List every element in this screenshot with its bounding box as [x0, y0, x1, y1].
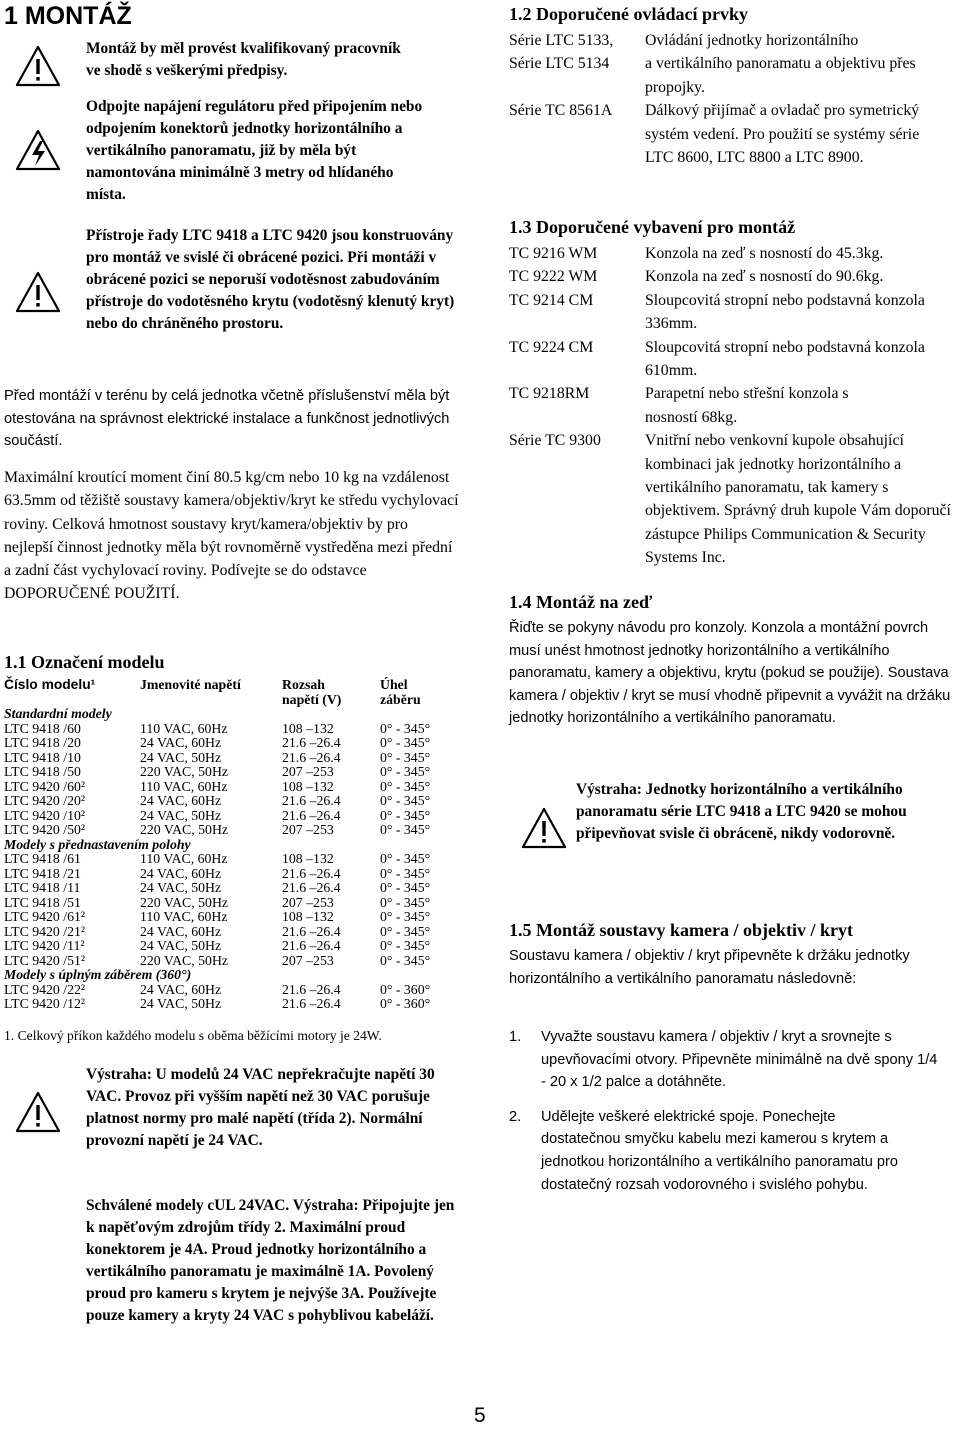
cell-model: LTC 9418 /11 [4, 880, 81, 895]
step-number: 1. [509, 1029, 522, 1045]
cell-model: LTC 9420 /60² [4, 778, 86, 794]
item-description: Sloupcovitá stropní nebo podstavná konzola 610mm. [645, 338, 925, 380]
cell-rated-voltage: 24 VAC, 60Hz [140, 793, 222, 808]
table-row [4, 881, 440, 896]
table-row [4, 925, 440, 940]
table-row [4, 765, 440, 780]
cell-rated-voltage: 24 VAC, 60Hz [140, 865, 222, 881]
cell-voltage-range: 108 –132 [282, 851, 334, 866]
cell-model: LTC 9418 /21 [4, 865, 81, 881]
cell-rated-voltage: 110 VAC, 60Hz [140, 851, 228, 866]
cell-rated-voltage: 220 VAC, 50Hz [140, 894, 229, 910]
cell-voltage-range: 207 –253 [282, 952, 334, 968]
cell-pan-angle: 0° - 345° [380, 807, 431, 823]
cell-rated-voltage: 110 VAC, 60Hz [140, 909, 228, 924]
cell-pan-angle: 0° - 345° [380, 909, 431, 924]
cell-voltage-range: 21.6 –26.4 [282, 996, 341, 1011]
list-item [509, 99, 959, 169]
cell-model: LTC 9418 /10 [4, 749, 81, 765]
item-description: Sloupcovitá stropní nebo podstavná konzola 336mm. [645, 291, 925, 333]
table-row [4, 867, 440, 882]
table-row [4, 852, 440, 867]
cell-rated-voltage: 24 VAC, 50Hz [140, 880, 222, 895]
cell-pan-angle: 0° - 345° [380, 822, 431, 837]
cell-rated-voltage: 24 VAC, 50Hz [140, 807, 222, 823]
section-1-1-title: 1.1 Označení modelu [4, 652, 165, 672]
item-description: Konzola na zeď s nosností do 45.3kg. [645, 245, 884, 262]
cell-voltage-range: 108 –132 [282, 720, 334, 736]
warning-disconnect-power: Odpojte napájení regulátoru před připojením nebo odpojením konektorů jednotky horizontálního a vertikálního panoramatu, již by měla být namontována minimálně 3 metry od hlídaného místa. [86, 98, 423, 203]
table-row [4, 939, 440, 954]
step-text: Udělejte veškeré elektrické spoje. Ponechejte dostatečnou smyčku kabelu mezi kamerou s krytem a jednotkou horizontálního a vertikálního panoramatu pro dostatečný rozsah vodorovného i svislého pohybu. [541, 1108, 898, 1193]
warning-qualified-installer: Montáž by měl provést kvalifikovaný pracovník ve shodě s veškerými předpisy. [86, 40, 401, 79]
recommended-mounting-list [509, 242, 960, 570]
table-row [4, 809, 440, 824]
group-label: Modely s úplným záběrem (360°) [4, 967, 192, 982]
cell-voltage-range: 207 –253 [282, 894, 334, 910]
item-description: Konzola na zeď s nosností do 90.6kg. [645, 268, 884, 286]
cell-rated-voltage: 110 VAC, 60Hz [140, 778, 228, 794]
cell-pan-angle: 0° - 345° [380, 778, 431, 794]
cell-pan-angle: 0° - 345° [380, 894, 431, 910]
list-item [509, 52, 959, 99]
model-table [4, 678, 440, 1012]
paragraph-torque: Maximální kroutící moment činí 80.5 kg/cm nebo 10 kg na vzdálenost 63.5mm od těžiště soustavy kamera/objektiv/kryt ke středu vychylovací roviny. Celková hmotnost soustavy kryt/kamera/objektiv by pro nejlepší činnost jednotky měla být rovnoměrně vystředěna mezi přední a zadní část vychylovací roviny. Podívejte se do odstavce DOPORUČENÉ POUŽITÍ. [4, 469, 459, 603]
item-code: Série LTC 5134 [509, 55, 610, 73]
section-1-5-title: 1.5 Montáž soustavy kamera / objektiv / kryt [509, 920, 853, 940]
item-description: Parapetní nebo střešní konzola s nosností 68kg. [645, 385, 849, 426]
cell-model: LTC 9418 /51 [4, 894, 81, 910]
cell-model: LTC 9418 /20 [4, 735, 81, 750]
cell-pan-angle: 0° - 360° [380, 996, 431, 1011]
table-row [4, 896, 440, 911]
cell-model: LTC 9420 /12² [4, 996, 86, 1011]
cell-rated-voltage: 24 VAC, 50Hz [140, 938, 222, 953]
cell-model: LTC 9418 /50 [4, 764, 81, 779]
item-code: Série TC 9300 [509, 432, 601, 450]
cell-pan-angle: 0° - 360° [380, 981, 431, 997]
table-row [4, 910, 440, 925]
warning-triangle-icon [520, 806, 568, 850]
cell-rated-voltage: 24 VAC, 60Hz [140, 735, 222, 750]
col-header-angle: Úhel záběru [380, 677, 421, 707]
group-label: Standardní modely [4, 706, 112, 721]
step-text: Vyvažte soustavu kamera / objektiv / kryt a srovnejte s upevňovacími otvory. Připevněte minimálně na dvě spony 1/4 - 20 x 1/2 palce a dotáhněte. [541, 1029, 938, 1091]
table-row [4, 794, 440, 809]
paragraph-field-test: Před montáží v terénu by celá jednotka včetně příslušenství měla být otestována na správnost elektrické instalace a funkčnost jednotlivých součástí. [4, 388, 450, 450]
table-row [4, 736, 440, 751]
list-item [509, 1026, 959, 1094]
cell-model: LTC 9420 /51² [4, 952, 86, 968]
recommended-controls-list [509, 29, 959, 169]
warning-24vac: Výstraha: U modelů 24 VAC nepřekračujte napětí 30 VAC. Provoz při vyšším napětí než 30 VAC porušuje platnost normy pro malé napětí (třída 2). Normální provozní napětí je 24 VAC. [86, 1066, 435, 1149]
cell-model: LTC 9420 /21² [4, 923, 86, 939]
cell-rated-voltage: 220 VAC, 50Hz [140, 764, 229, 779]
cell-voltage-range: 207 –253 [282, 764, 334, 779]
cell-model: LTC 9420 /22² [4, 981, 86, 997]
table-footnote: 1. Celkový příkon každého modelu s oběma běžícími motory je 24W. [4, 1028, 382, 1043]
table-header-row [4, 678, 440, 707]
step-number: 2. [509, 1108, 522, 1125]
warning-triangle-icon [14, 270, 62, 314]
item-description: Vnitřní nebo venkovní kupole obsahující kombinaci jak jednotky horizontálního a vertikálního panoramatu, tak kamery s objektivem. Správný druh kupole Vám doporučí zástupce Philips Communication & Security Systems Inc. [645, 432, 951, 567]
group-label: Modely s přednastavením polohy [4, 836, 191, 852]
cell-pan-angle: 0° - 345° [380, 735, 431, 750]
item-code: TC 9214 CM [509, 291, 594, 309]
table-row [4, 751, 440, 766]
table-row [4, 823, 440, 838]
cell-pan-angle: 0° - 345° [380, 749, 431, 765]
list-item [509, 336, 960, 383]
item-code: Série TC 8561A [509, 102, 613, 120]
cell-pan-angle: 0° - 345° [380, 851, 431, 866]
cell-rated-voltage: 220 VAC, 50Hz [140, 952, 229, 968]
item-description: Ovládání jednotky horizontálního [645, 32, 859, 49]
cell-model: LTC 9418 /60 [4, 720, 81, 736]
section-title: 1 MONTÁŽ [4, 2, 132, 30]
item-code: TC 9218RM [509, 385, 590, 403]
cell-pan-angle: 0° - 345° [380, 865, 431, 881]
table-row [4, 780, 440, 795]
item-description: a vertikálního panoramatu a objektivu přes propojky. [645, 55, 916, 96]
warning-mounting-position: Přístroje řady LTC 9418 a LTC 9420 jsou konstruovány pro montáž ve svislé či obrácené pozici. Při montáži v obrácené pozici se neporuší vodotěsnost zabudováním přístroje do vodotěsného krytu (vodotěsný klenutý kryt) nebo do chráněného prostoru. [86, 227, 455, 332]
cell-voltage-range: 21.6 –26.4 [282, 749, 341, 765]
table-group-row [4, 707, 440, 722]
cell-voltage-range: 21.6 –26.4 [282, 735, 341, 750]
cell-model: LTC 9420 /20² [4, 793, 86, 808]
warning-mount-orientation: Výstraha: Jednotky horizontálního a vertikálního panoramatu série LTC 9418 a LTC 9420 se mohou připevňovat svisle či obráceně, nikdy vodorovně. [576, 781, 907, 842]
cell-pan-angle: 0° - 345° [380, 793, 431, 808]
list-item [509, 1106, 959, 1196]
cell-model: LTC 9420 /11² [4, 938, 85, 953]
cell-pan-angle: 0° - 345° [380, 952, 431, 968]
item-code: TC 9222 WM [509, 268, 598, 286]
cell-pan-angle: 0° - 345° [380, 923, 431, 939]
warning-triangle-icon [14, 44, 62, 88]
section-1-2-title: 1.2 Doporučené ovládací prvky [509, 4, 749, 24]
cell-voltage-range: 21.6 –26.4 [282, 793, 341, 808]
item-code: TC 9224 CM [509, 338, 594, 356]
cell-voltage-range: 21.6 –26.4 [282, 981, 341, 997]
paragraph-wall-mount: Řiďte se pokyny návodu pro konzoly. Konzola a montážní povrch musí unést hmotnost jednotky horizontálního a vertikálního panoramatu, kamery a objektivu, krytu (pokud se použije). Soustava kamera / objektiv / kryt se musí vhodně připevnit a vyvážit na držáku jednotky horizontálního a vertikálního panoramatu. [509, 620, 951, 727]
item-code: Série LTC 5133, [509, 32, 614, 49]
item-code: TC 9216 WM [509, 245, 598, 262]
list-item [509, 265, 960, 288]
list-item [509, 29, 959, 52]
cell-model: LTC 9420 /50² [4, 822, 86, 837]
warning-triangle-icon [14, 1090, 62, 1134]
cell-rated-voltage: 24 VAC, 60Hz [140, 923, 222, 939]
cell-model: LTC 9418 /61 [4, 851, 81, 866]
list-item [509, 382, 960, 429]
section-1-3-title: 1.3 Doporučené vybavení pro montáž [509, 217, 796, 237]
cell-pan-angle: 0° - 345° [380, 938, 431, 953]
cell-voltage-range: 21.6 –26.4 [282, 938, 341, 953]
cell-voltage-range: 108 –132 [282, 778, 334, 794]
page-number: 5 [474, 1404, 486, 1427]
list-item [509, 242, 960, 265]
table-row [4, 983, 440, 998]
table-group-row [4, 968, 440, 983]
section-1-4-title: 1.4 Montáž na zeď [509, 592, 653, 612]
table-group-row [4, 838, 440, 853]
cell-voltage-range: 108 –132 [282, 909, 334, 924]
col-header-voltage: Jmenovité napětí [140, 677, 241, 692]
electrical-hazard-icon [14, 128, 62, 172]
cell-voltage-range: 21.6 –26.4 [282, 880, 341, 895]
cul-approval-note: Schválené modely cUL 24VAC. Výstraha: Připojujte jen k napěťovým zdrojům třídy 2. Maximální proud konektorem je 4A. Proud jednotky horizontálního a vertikálního panoramatu je maximálně 1A. Povolený proud pro kameru s krytem je nejvýše 3A. Používejte pouze kamery a kryty 24 VAC s pohyblivou kabeláží. [86, 1197, 455, 1324]
table-row [4, 954, 440, 969]
cell-voltage-range: 21.6 –26.4 [282, 807, 341, 823]
cell-pan-angle: 0° - 345° [380, 720, 431, 736]
cell-rated-voltage: 24 VAC, 50Hz [140, 996, 222, 1011]
assembly-steps [509, 1026, 959, 1208]
cell-rated-voltage: 220 VAC, 50Hz [140, 822, 229, 837]
list-item [509, 289, 960, 336]
col-header-range: Rozsah napětí (V) [282, 677, 342, 707]
cell-rated-voltage: 110 VAC, 60Hz [140, 720, 228, 736]
cell-pan-angle: 0° - 345° [380, 764, 431, 779]
table-row [4, 997, 440, 1012]
cell-rated-voltage: 24 VAC, 50Hz [140, 749, 222, 765]
cell-model: LTC 9420 /61² [4, 909, 86, 924]
list-item [509, 429, 960, 569]
paragraph-assembly-intro: Soustavu kamera / objektiv / kryt připevněte k držáku jednotky horizontálního a vertikálního panoramatu následovně: [509, 948, 910, 987]
item-description: Dálkový přijímač a ovladač pro symetrický systém vedení. Pro použití se systémy série LTC 8600, LTC 8800 a LTC 8900. [645, 102, 920, 167]
cell-voltage-range: 21.6 –26.4 [282, 923, 341, 939]
col-header-model: Číslo modelu¹ [4, 677, 96, 692]
cell-voltage-range: 207 –253 [282, 822, 334, 837]
cell-rated-voltage: 24 VAC, 60Hz [140, 981, 222, 997]
cell-voltage-range: 21.6 –26.4 [282, 865, 341, 881]
table-row [4, 722, 440, 737]
cell-model: LTC 9420 /10² [4, 807, 86, 823]
cell-pan-angle: 0° - 345° [380, 880, 431, 895]
